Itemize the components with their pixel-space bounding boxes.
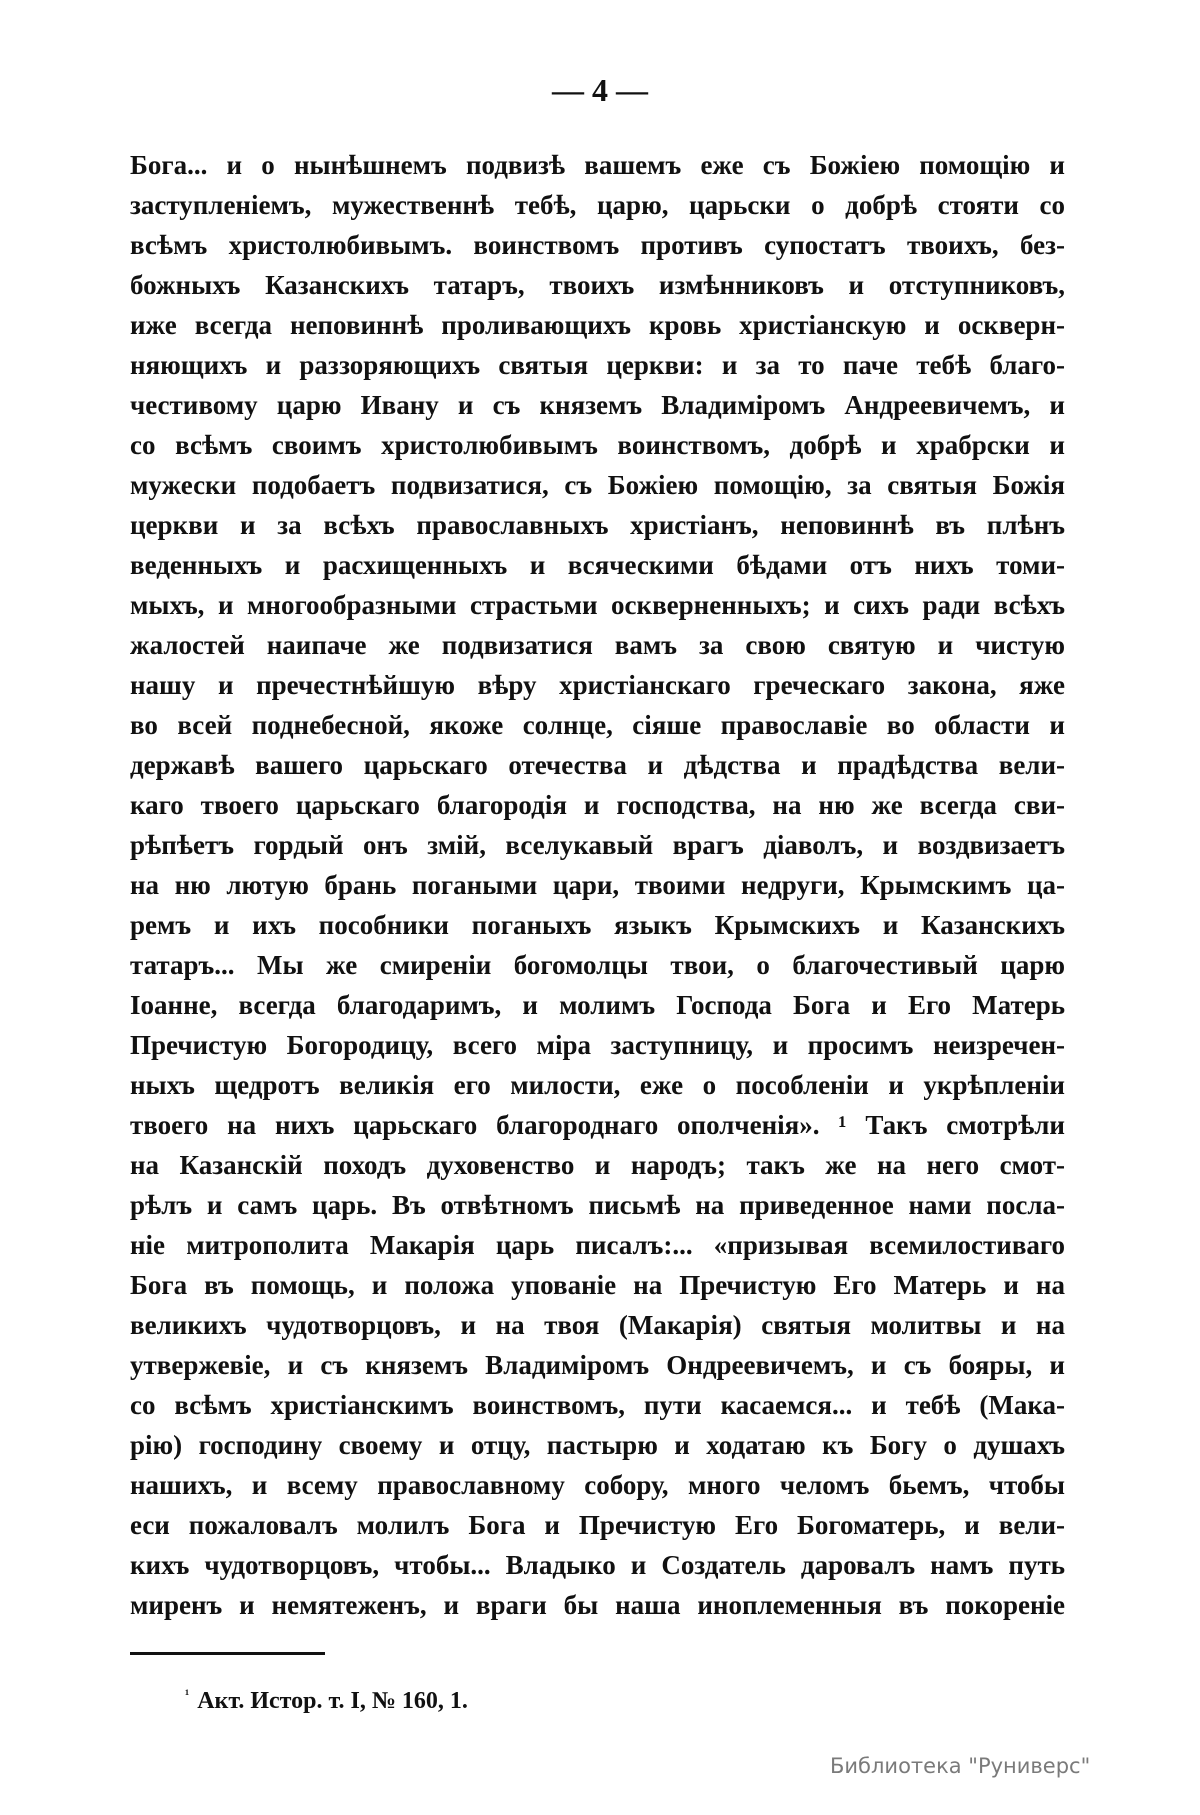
- text-line: заступленіемъ, мужественнѣ тебѣ, царю, царьски о добрѣ стояти со: [130, 190, 1065, 220]
- text-line: рѣлъ и самъ царь. Въ отвѣтномъ письмѣ на приведенное нами посла-: [130, 1190, 1065, 1220]
- text-line: во всей поднебесной, якоже солнце, сіяше православіе во области и: [130, 710, 1065, 740]
- text-line: мужески подобаетъ подвизатися, съ Божіею помощію, за святыя Божія: [130, 470, 1065, 500]
- text-line: великихъ чудотворцовъ, и на твоя (Макарія) святыя молитвы и на: [130, 1310, 1065, 1340]
- text-line: Бога въ помощь, и положа упованіе на Пречистую Его Матерь и на: [130, 1270, 1065, 1300]
- text-line: ныхъ щедротъ великія его милости, еже о пособленіи и укрѣпленіи: [130, 1070, 1065, 1100]
- text-line: рію) господину своему и отцу, пастырю и ходатаю къ Богу о душахъ: [130, 1430, 1065, 1460]
- text-line: ніе митрополита Макарія царь писалъ:... «призывая всемилостиваго: [130, 1230, 1065, 1260]
- text-line: Бога... и о нынѣшнемъ подвизѣ вашемъ еже съ Божіею помощію и: [130, 150, 1065, 180]
- text-line: твоего на нихъ царьскаго благороднаго ополченія». ¹ Такъ смотрѣли: [130, 1110, 1065, 1140]
- footnote-text: Акт. Истор. т. I, № 160, 1.: [197, 1688, 468, 1714]
- text-line: всѣмъ христолюбивымъ. воинствомъ противъ супостатъ твоихъ, без-: [130, 230, 1065, 260]
- text-line: державѣ вашего царьскаго отечества и дѣдства и прадѣдства вели-: [130, 750, 1065, 780]
- text-line: на ню лютую брань погаными цари, твоими недруги, Крымскимъ ца-: [130, 870, 1065, 900]
- text-line: мыхъ, и многообразными страстьми оскверненныхъ; и сихъ ради всѣхъ: [130, 590, 1065, 620]
- text-line: иже всегда неповиннѣ проливающихъ кровь христіанскую и оскверн-: [130, 310, 1065, 340]
- text-line: татаръ... Мы же смиреніи богомолцы твои, о благочестивый царю: [130, 950, 1065, 980]
- text-line: нашу и пречестнѣйшую вѣру христіанскаго греческаго закона, яже: [130, 670, 1065, 700]
- text-line: Пречистую Богородицу, всего міра заступницу, и просимъ неизречен-: [130, 1030, 1065, 1060]
- text-line: нашихъ, и всему православному собору, много челомъ бьемъ, чтобы: [130, 1470, 1065, 1500]
- text-line: веденныхъ и расхищенныхъ и всяческими бѣдами отъ нихъ томи-: [130, 550, 1065, 580]
- page-number: — 4 —: [552, 72, 648, 108]
- text-line: Іоанне, всегда благодаримъ, и молимъ Господа Бога и Его Матерь: [130, 990, 1065, 1020]
- text-line: няющихъ и раззоряющихъ святыя церкви: и за то паче тебѣ благо-: [130, 350, 1065, 380]
- text-line: миренъ и немятеженъ, и враги бы наша иноплеменныя въ покореніе: [130, 1590, 1065, 1620]
- footnote-divider: [130, 1652, 325, 1655]
- text-line: каго твоего царьскаго благородія и господства, на ню же всегда сви-: [130, 790, 1065, 820]
- body-text: [130, 150, 1065, 1630]
- text-line: со всѣмъ христіанскимъ воинствомъ, пути касаемся... и тебѣ (Мака-: [130, 1390, 1065, 1420]
- text-line: еси пожаловалъ молилъ Бога и Пречистую Его Богоматерь, и вели-: [130, 1510, 1065, 1540]
- text-line: рѣпѣетъ гордый онъ змій, вселукавый врагъ діаволъ, и воздвизаетъ: [130, 830, 1065, 860]
- text-line: на Казанскій походъ духовенство и народъ; такъ же на него смот-: [130, 1150, 1065, 1180]
- library-watermark: Библиотека "Руниверс": [830, 1754, 1091, 1778]
- text-line: церкви и за всѣхъ православныхъ христіанъ, неповиннѣ въ плѣнъ: [130, 510, 1065, 540]
- footnote-mark: ¹: [185, 1688, 190, 1703]
- text-line: божныхъ Казанскихъ татаръ, твоихъ измѣнниковъ и отступниковъ,: [130, 270, 1065, 300]
- text-line: жалостей наипаче же подвизатися вамъ за свою святую и чистую: [130, 630, 1065, 660]
- text-line: ремъ и ихъ пособники поганыхъ языкъ Крымскихъ и Казанскихъ: [130, 910, 1065, 940]
- text-line: кихъ чудотворцовъ, чтобы... Владыко и Создатель даровалъ намъ путь: [130, 1550, 1065, 1580]
- text-line: честивому царю Ивану и съ княземъ Владиміромъ Андреевичемъ, и: [130, 390, 1065, 420]
- footnote: [185, 1680, 468, 1717]
- text-line: со всѣмъ своимъ христолюбивымъ воинствомъ, добрѣ и храбрски и: [130, 430, 1065, 460]
- text-line: утвержевіе, и съ княземъ Владиміромъ Ондреевичемъ, и съ бояры, и: [130, 1350, 1065, 1380]
